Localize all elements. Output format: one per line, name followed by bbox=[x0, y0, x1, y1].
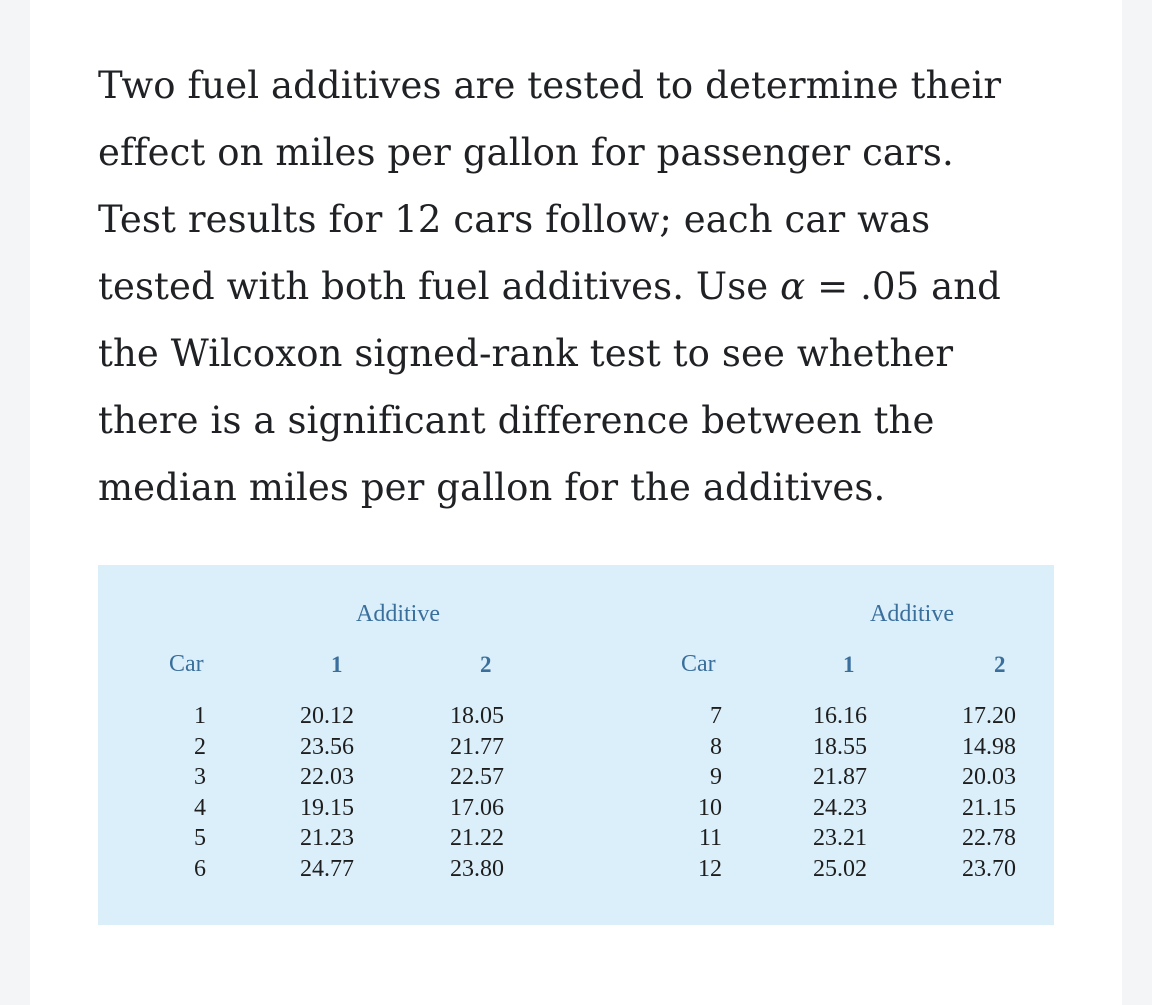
table-cell: 6 bbox=[194, 855, 206, 882]
table-cell: 21.22 bbox=[450, 825, 504, 852]
right-additive-1-column bbox=[813, 701, 867, 885]
question-line-6: there is a significant difference between the bbox=[98, 399, 935, 442]
question-line-4 bbox=[98, 253, 1098, 320]
table-cell: 24.23 bbox=[813, 794, 867, 821]
right-additive-2-header: 2 bbox=[994, 652, 1006, 677]
left-additive-2-header: 2 bbox=[480, 652, 492, 677]
table-cell: 24.77 bbox=[300, 855, 354, 882]
table-cell: 21.87 bbox=[813, 764, 867, 791]
question-line-7: median miles per gallon for the additives. bbox=[98, 466, 886, 509]
table-cell: 23.21 bbox=[813, 825, 867, 852]
table-cell: 14.98 bbox=[962, 733, 1016, 760]
table-cell: 20.03 bbox=[962, 764, 1016, 791]
table-cell: 23.70 bbox=[962, 855, 1016, 882]
question-line-4-start: tested with both fuel additives. Use bbox=[98, 265, 781, 308]
table-cell: 8 bbox=[710, 733, 722, 760]
question-text bbox=[98, 52, 1098, 521]
table-cell: 18.55 bbox=[813, 733, 867, 760]
right-car-header: Car bbox=[681, 651, 716, 677]
left-additive-1-header: 1 bbox=[331, 652, 343, 677]
table-cell: 17.20 bbox=[962, 703, 1016, 729]
table-cell: 18.05 bbox=[450, 703, 504, 729]
table-cell: 11 bbox=[698, 825, 722, 852]
table-cell: 4 bbox=[194, 794, 206, 821]
table-cell: 19.15 bbox=[300, 794, 354, 821]
table-cell: 23.56 bbox=[300, 733, 354, 760]
left-car-header: Car bbox=[169, 651, 204, 677]
table-cell: 17.06 bbox=[450, 794, 504, 821]
table-cell: 2 bbox=[194, 733, 206, 760]
table-cell: 20.12 bbox=[300, 703, 354, 729]
right-additive-header: Additive bbox=[870, 601, 954, 627]
question-line-4-end: = .05 and bbox=[805, 265, 1001, 308]
table-cell: 12 bbox=[698, 855, 722, 882]
table-cell: 21.15 bbox=[962, 794, 1016, 821]
question-line-1: Two fuel additives are tested to determine their bbox=[98, 64, 1002, 107]
table-cell: 23.80 bbox=[450, 855, 504, 882]
table-cell: 22.03 bbox=[300, 764, 354, 791]
data-table bbox=[98, 565, 1054, 925]
table-cell: 7 bbox=[710, 703, 722, 729]
question-line-5: the Wilcoxon signed-rank test to see whether bbox=[98, 332, 954, 375]
table-cell: 21.23 bbox=[300, 825, 354, 852]
table-cell: 25.02 bbox=[813, 855, 867, 882]
left-car-column bbox=[158, 701, 206, 885]
table-cell: 21.77 bbox=[450, 733, 504, 760]
left-additive-header: Additive bbox=[356, 601, 440, 627]
table-cell: 9 bbox=[710, 764, 722, 791]
right-car-column bbox=[676, 701, 722, 885]
right-additive-1-header: 1 bbox=[843, 652, 855, 677]
right-additive-2-column bbox=[962, 701, 1016, 885]
table-cell: 5 bbox=[194, 825, 206, 852]
table-cell: 22.57 bbox=[450, 764, 504, 791]
table-cell: 16.16 bbox=[813, 703, 867, 729]
table-cell: 10 bbox=[698, 794, 722, 821]
table-cell: 3 bbox=[194, 764, 206, 791]
alpha-symbol: α bbox=[780, 265, 806, 308]
question-line-3: Test results for 12 cars follow; each car was bbox=[98, 198, 931, 241]
question-line-2: effect on miles per gallon for passenger cars. bbox=[98, 131, 954, 174]
table-cell: 22.78 bbox=[962, 825, 1016, 852]
table-cell: 1 bbox=[194, 703, 206, 729]
left-additive-2-column bbox=[450, 701, 504, 885]
left-additive-1-column bbox=[300, 701, 354, 885]
